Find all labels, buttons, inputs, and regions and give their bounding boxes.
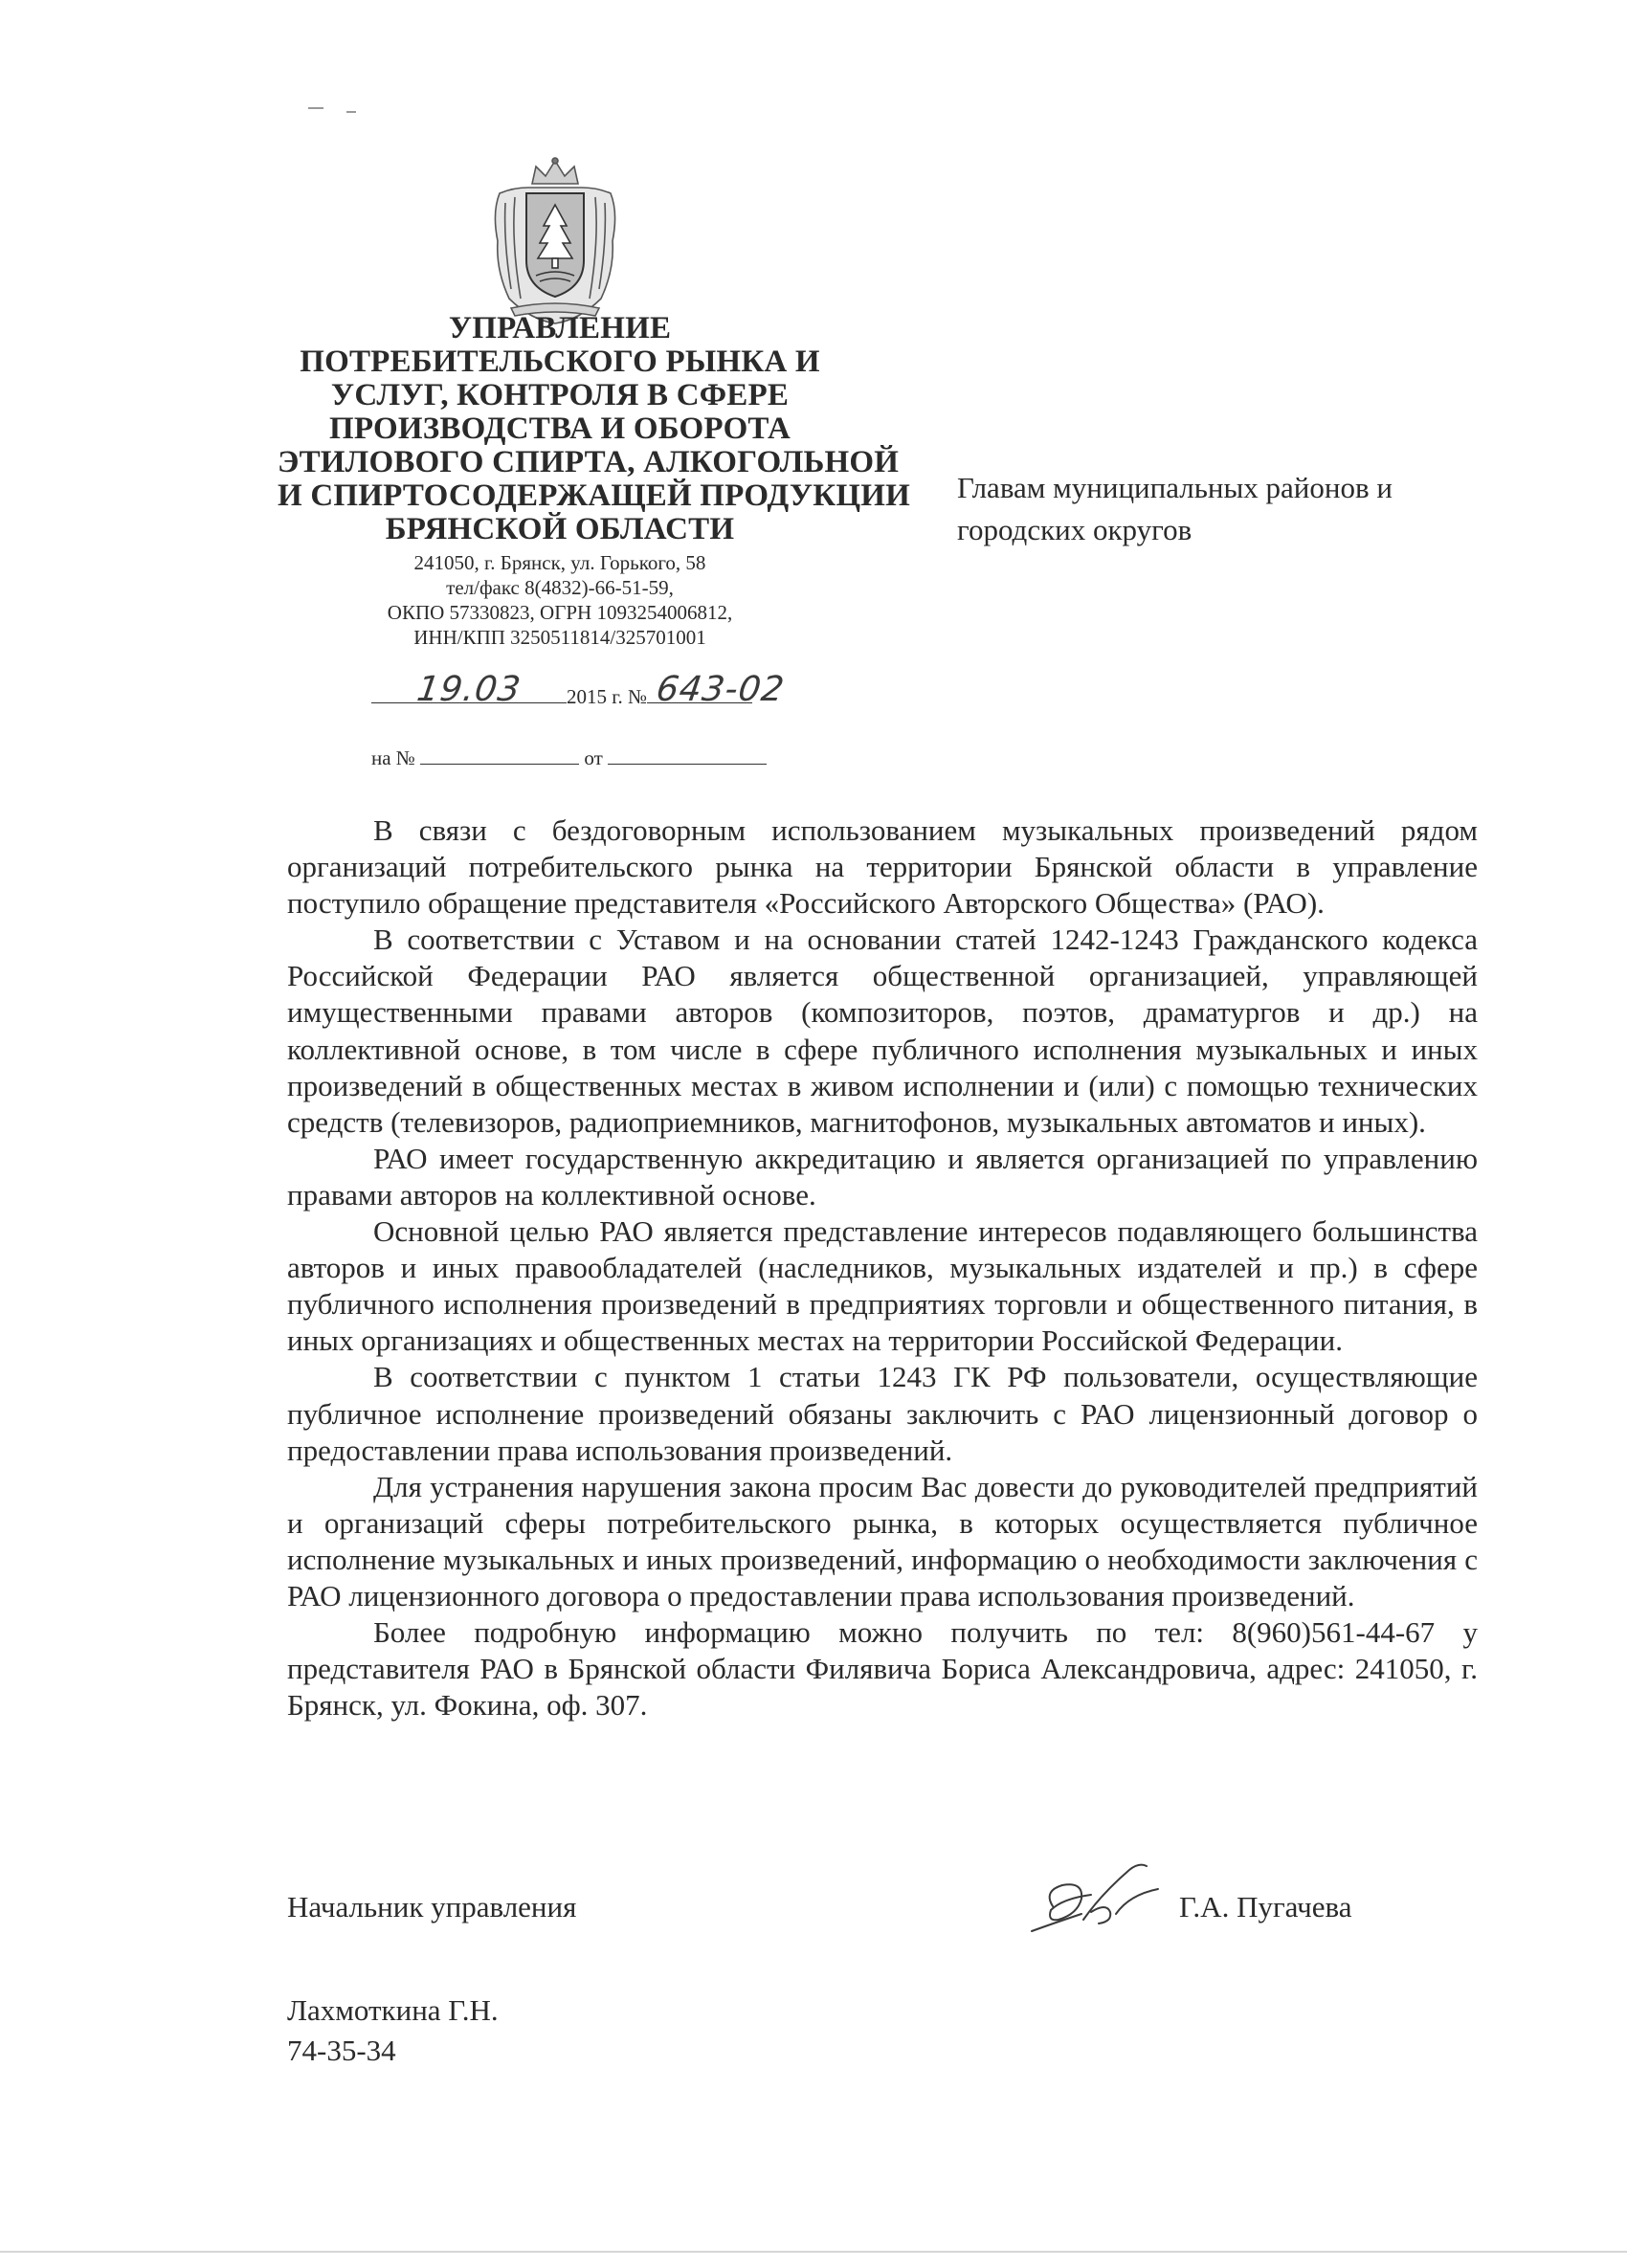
sender-name-line: УСЛУГ, КОНТРОЛЯ В СФЕРЕ <box>330 378 790 412</box>
body-paragraph: Основной целью РАО является представление интересов подавляющего большинства авторов и иных правообладателей (наследников, музыкальных издателей и пр.) в сфере публичного исполнения произведений в предприятиях торговли и общественного питания, в иных организациях и общественных местах на территории Российской Федерации. <box>287 1214 1478 1358</box>
scan-speck <box>308 107 323 109</box>
sender-name-line: УПРАВЛЕНИЕ <box>448 311 672 345</box>
body-paragraph: В соответствии с пунктом 1 статьи 1243 ГК РФ пользователи, осуществляющие публичное исполнение произведений обязаны заключить с РАО лицензионный договор о предоставлении права использования произведений. <box>287 1360 1478 1467</box>
date-blank <box>371 670 567 709</box>
sender-address: 241050, г. Брянск, ул. Горького, 58 <box>413 551 706 574</box>
reference-date-label: от <box>584 746 603 769</box>
sender-name-line: ПРОИЗВОДСТВА И ОБОРОТА <box>328 411 791 446</box>
addressee-line: Главам муниципальных районов и <box>957 471 1393 504</box>
sender-okpo-ogrn: ОКПО 57330823, ОГРН 1093254006812, <box>387 601 733 624</box>
sender-name-line: ЭТИЛОВОГО СПИРТА, АЛКОГОЛЬНОЙ <box>278 445 900 479</box>
executor-block <box>287 1990 499 2071</box>
reference-date-blank <box>608 750 767 765</box>
signatory-title: Начальник управления <box>287 1890 577 1923</box>
addressee-line: городских округов <box>957 513 1192 546</box>
executor-phone: 74-35-34 <box>287 2034 396 2067</box>
executor-name: Лахмоткина Г.Н. <box>287 1993 499 2027</box>
sender-name-line: БРЯНСКОЙ ОБЛАСТИ <box>385 512 735 546</box>
sender-contact-details <box>278 550 842 650</box>
body-paragraph: В связи с бездоговорным использованием музыкальных произведений рядом организаций потребительского рынка на территории Брянской области в управление поступило обращение представителя «Российского Авторского Общества» (РАО). <box>287 813 1478 921</box>
letter-body <box>287 812 1478 1723</box>
reference-number-label: на № <box>371 746 415 769</box>
scan-edge-line <box>0 2251 1627 2253</box>
sender-organization-name <box>278 311 911 546</box>
scan-speck <box>346 111 356 113</box>
sender-inn-kpp: ИНН/КПП 3250511814/325701001 <box>413 626 706 649</box>
body-paragraph: РАО имеет государственную аккредитацию и является организацией по управлению правами авторов на коллективной основе. <box>287 1141 1478 1212</box>
number-blank <box>647 670 788 709</box>
coat-of-arms-emblem <box>482 155 628 325</box>
reference-line <box>371 746 767 770</box>
sender-name-line: ПОТРЕБИТЕЛЬСКОГО РЫНКА И <box>300 345 820 379</box>
registration-year-label: 2015 г. № <box>567 685 648 708</box>
body-paragraph: Более подробную информацию можно получить по тел: 8(960)561-44-67 у представителя РАО в Брянской области Филявича Бориса Александровича, адрес: 241050, г. Брянск, ул. Фокина, оф. 307. <box>287 1615 1478 1723</box>
body-paragraph: Для устранения нарушения закона просим Вас довести до руководителей предприятий и организаций сферы потребительского рынка, в которых осуществляется публичное исполнение музыкальных и иных произведений, информацию о необходимости заключения с РАО лицензионного договора о предоставлении права использования произведений. <box>287 1469 1478 1612</box>
sender-name-line: И СПИРТОСОДЕРЖАЩЕЙ ПРОДУКЦИИ <box>278 478 911 513</box>
handwritten-date: 19.03 <box>414 670 524 709</box>
handwritten-number: 643-02 <box>654 670 788 709</box>
addressee-block <box>957 467 1531 551</box>
reference-number-blank <box>420 750 579 765</box>
handwritten-signature <box>1024 1857 1168 1943</box>
body-paragraph: В соответствии с Уставом и на основании статей 1242-1243 Гражданского кодекса Российской Федерации РАО является общественной организацией, управляющей имущественными правами авторов (композиторов, поэтов, драматургов и др.) на коллективной основе, в том числе в сфере публичного исполнения музыкальных и иных произведений в общественных местах в живом исполнении и (или) с помощью технических средств (телевизоров, радиоприемников, магнитофонов, музыкальных автоматов и иных). <box>287 923 1478 1139</box>
registration-line <box>371 670 788 711</box>
sender-phone-fax: тел/факс 8(4832)-66-51-59, <box>446 576 674 599</box>
signatory-name: Г.А. Пугачева <box>1179 1890 1352 1923</box>
